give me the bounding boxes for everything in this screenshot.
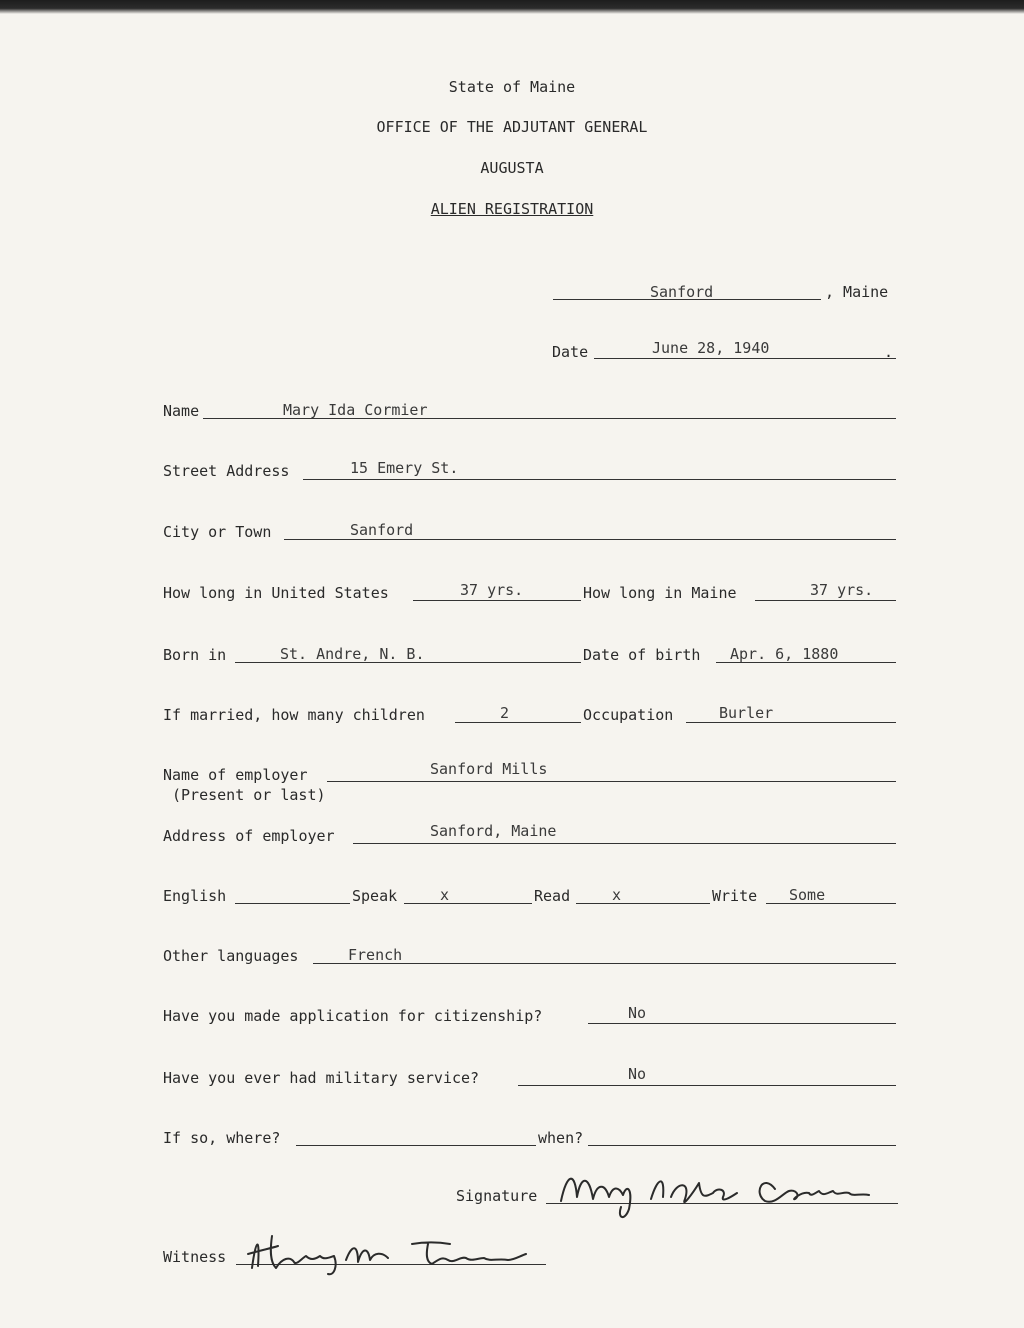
when-label: when? bbox=[538, 1129, 584, 1147]
other-lang-value: French bbox=[348, 946, 403, 964]
speak-value: x bbox=[440, 886, 450, 904]
place-suffix: , Maine bbox=[825, 283, 889, 301]
when-line bbox=[588, 1145, 896, 1146]
street-label: Street Address bbox=[163, 462, 290, 480]
military-value: No bbox=[628, 1065, 647, 1083]
citizenship-value: No bbox=[628, 1004, 647, 1022]
city-label: City or Town bbox=[163, 523, 272, 541]
witness-scrawl bbox=[242, 1230, 542, 1280]
speak-label: Speak bbox=[352, 887, 398, 905]
write-label: Write bbox=[712, 887, 758, 905]
city-line bbox=[284, 539, 896, 540]
dob-value: Apr. 6, 1880 bbox=[730, 645, 839, 663]
born-in-value: St. Andre, N. B. bbox=[280, 645, 425, 663]
employer-addr-value: Sanford, Maine bbox=[430, 822, 557, 840]
me-long-line bbox=[755, 600, 896, 601]
read-line bbox=[576, 903, 710, 904]
us-long-value: 37 yrs. bbox=[460, 581, 524, 599]
dob-label: Date of birth bbox=[583, 646, 701, 664]
city-value: Sanford bbox=[350, 521, 414, 539]
date-line bbox=[594, 358, 896, 359]
employer-value: Sanford Mills bbox=[430, 760, 548, 778]
place-value: Sanford bbox=[650, 283, 714, 301]
name-value: Mary Ida Cormier bbox=[283, 401, 428, 419]
form-title: ALIEN REGISTRATION bbox=[430, 200, 594, 218]
employer-addr-label: Address of employer bbox=[163, 827, 335, 845]
header-city: AUGUSTA bbox=[480, 159, 544, 177]
me-long-label: How long in Maine bbox=[583, 584, 737, 602]
witness-label: Witness bbox=[163, 1248, 227, 1266]
scan-top-border bbox=[0, 0, 1024, 14]
date-label: Date bbox=[552, 343, 589, 361]
date-value: June 28, 1940 bbox=[652, 339, 770, 357]
date-trail: . bbox=[884, 343, 894, 361]
signature-label: Signature bbox=[456, 1187, 538, 1205]
citizenship-label: Have you made application for citizenship? bbox=[163, 1007, 543, 1025]
occupation-label: Occupation bbox=[583, 706, 674, 724]
read-value: x bbox=[612, 886, 622, 904]
where-label: If so, where? bbox=[163, 1129, 281, 1147]
street-value: 15 Emery St. bbox=[350, 459, 459, 477]
write-value: Some bbox=[789, 886, 826, 904]
employer-label: Name of employer bbox=[163, 766, 308, 784]
employer-addr-line bbox=[353, 843, 896, 844]
write-line bbox=[766, 903, 896, 904]
read-label: Read bbox=[534, 887, 571, 905]
english-line bbox=[235, 903, 350, 904]
children-value: 2 bbox=[500, 704, 510, 722]
citizenship-line bbox=[588, 1023, 896, 1024]
children-label: If married, how many children bbox=[163, 706, 425, 724]
military-label: Have you ever had military service? bbox=[163, 1069, 480, 1087]
header-state: State of Maine bbox=[448, 78, 576, 96]
speak-line bbox=[404, 903, 532, 904]
signature-scrawl bbox=[553, 1163, 893, 1225]
occupation-line bbox=[686, 722, 896, 723]
other-lang-label: Other languages bbox=[163, 947, 299, 965]
us-long-line bbox=[413, 600, 581, 601]
employer-line bbox=[327, 781, 896, 782]
children-line bbox=[455, 722, 581, 723]
street-line bbox=[303, 479, 896, 480]
us-long-label: How long in United States bbox=[163, 584, 389, 602]
english-label: English bbox=[163, 887, 227, 905]
me-long-value: 37 yrs. bbox=[810, 581, 874, 599]
military-line bbox=[518, 1085, 896, 1086]
where-line bbox=[296, 1145, 536, 1146]
employer-sublabel: (Present or last) bbox=[172, 786, 326, 804]
name-label: Name bbox=[163, 402, 200, 420]
occupation-value: Burler bbox=[719, 704, 774, 722]
header-office: OFFICE OF THE ADJUTANT GENERAL bbox=[376, 118, 648, 136]
born-in-label: Born in bbox=[163, 646, 227, 664]
